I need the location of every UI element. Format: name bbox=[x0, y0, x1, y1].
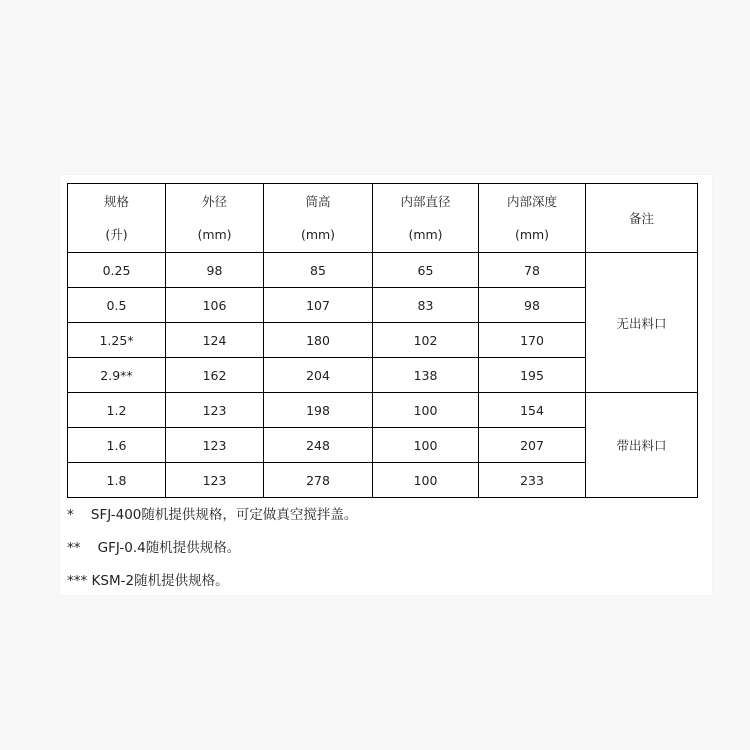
cell-inner-depth: 207 bbox=[479, 428, 586, 463]
cell-inner-depth: 195 bbox=[479, 358, 586, 393]
cell-outer-diameter: 123 bbox=[166, 463, 264, 498]
cell-outer-diameter: 123 bbox=[166, 428, 264, 463]
cell-inner-diameter: 102 bbox=[373, 323, 479, 358]
cell-spec: 1.6 bbox=[68, 428, 166, 463]
table-row bbox=[68, 253, 698, 288]
footnotes bbox=[67, 505, 357, 604]
header-inner-diameter: 内部直径 (mm) bbox=[373, 184, 479, 253]
cell-spec: 1.8 bbox=[68, 463, 166, 498]
cell-height: 107 bbox=[264, 288, 373, 323]
footnote-ksm: *** KSM-2随机提供规格。 bbox=[67, 573, 229, 589]
cell-inner-depth: 78 bbox=[479, 253, 586, 288]
cell-inner-diameter: 65 bbox=[373, 253, 479, 288]
cell-spec: 2.9** bbox=[68, 358, 166, 393]
cell-spec: 1.2 bbox=[68, 393, 166, 428]
cell-inner-depth: 170 bbox=[479, 323, 586, 358]
footnote-sfj: * SFJ-400随机提供规格，可定做真空搅拌盖。 bbox=[67, 507, 358, 523]
cell-inner-depth: 154 bbox=[479, 393, 586, 428]
header-inner-depth: 内部深度 (mm) bbox=[479, 184, 586, 253]
cell-spec: 1.25* bbox=[68, 323, 166, 358]
cell-inner-depth: 233 bbox=[479, 463, 586, 498]
cell-inner-diameter: 138 bbox=[373, 358, 479, 393]
cell-height: 248 bbox=[264, 428, 373, 463]
cell-outer-diameter: 124 bbox=[166, 323, 264, 358]
cell-outer-diameter: 123 bbox=[166, 393, 264, 428]
cell-height: 198 bbox=[264, 393, 373, 428]
cell-inner-diameter: 100 bbox=[373, 393, 479, 428]
table-row bbox=[68, 393, 698, 428]
spec-table bbox=[67, 183, 698, 498]
cell-spec: 0.5 bbox=[68, 288, 166, 323]
cell-height: 180 bbox=[264, 323, 373, 358]
cell-remark-with-outlet: 带出料口 bbox=[586, 393, 698, 498]
header-height: 筒高 (mm) bbox=[264, 184, 373, 253]
cell-remark-no-outlet: 无出料口 bbox=[586, 253, 698, 393]
cell-inner-diameter: 100 bbox=[373, 463, 479, 498]
table-header-row bbox=[68, 184, 698, 253]
cell-outer-diameter: 106 bbox=[166, 288, 264, 323]
header-spec: 规格 (升) bbox=[68, 184, 166, 253]
cell-height: 85 bbox=[264, 253, 373, 288]
cell-inner-diameter: 100 bbox=[373, 428, 479, 463]
cell-inner-diameter: 83 bbox=[373, 288, 479, 323]
spec-card bbox=[60, 175, 712, 595]
cell-inner-depth: 98 bbox=[479, 288, 586, 323]
cell-spec: 0.25 bbox=[68, 253, 166, 288]
cell-height: 278 bbox=[264, 463, 373, 498]
header-outer-diameter: 外径 (mm) bbox=[166, 184, 264, 253]
cell-height: 204 bbox=[264, 358, 373, 393]
cell-outer-diameter: 98 bbox=[166, 253, 264, 288]
footnote-gfj: ** GFJ-0.4随机提供规格。 bbox=[67, 540, 241, 556]
cell-outer-diameter: 162 bbox=[166, 358, 264, 393]
header-remarks: 备注 bbox=[586, 184, 698, 253]
